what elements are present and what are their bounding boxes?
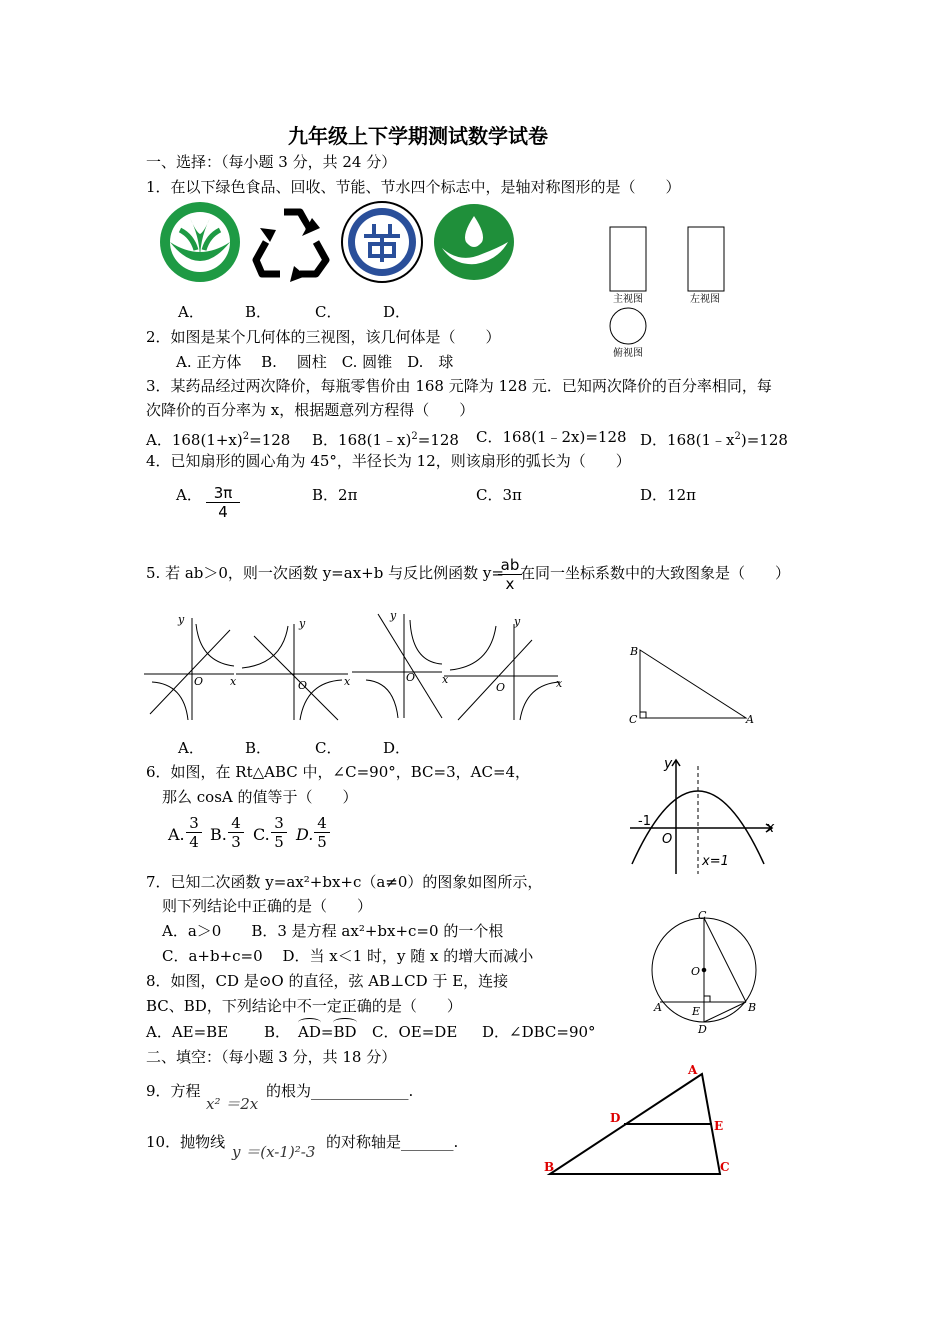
q6-option-c-label: C. — [253, 825, 270, 844]
graph-b-x-label: x — [344, 675, 351, 688]
logo-recycle-icon — [250, 202, 334, 286]
point-a-label: A — [688, 1063, 698, 1077]
question-4: 4．已知扇形的圆心角为 45°，半径长为 12，则该扇形的弧长为（ ） — [146, 452, 631, 470]
question-9-suffix: 的根为_____________. — [266, 1082, 414, 1100]
question-8-line2: BC、BD，下列结论中不一定正确的是（ ） — [146, 997, 462, 1015]
question-8-line1: 8．如图，CD 是⊙O 的直径，弦 AB⊥CD 于 E，连接 — [146, 972, 509, 990]
point-d-label: D — [610, 1111, 621, 1125]
fraction-denominator: 4 — [186, 832, 202, 851]
q4-option-a-fraction — [206, 484, 240, 521]
fraction-numerator: 3 — [189, 814, 199, 832]
parabola-figure — [626, 752, 786, 882]
question-5-suffix: 在同一坐标系数中的大致图象是（ ） — [520, 564, 791, 582]
vertex-a-label: A — [746, 713, 754, 726]
fraction-denominator: 5 — [314, 832, 330, 851]
graph-b-y-label: y — [299, 617, 306, 630]
arc-bd-text: BD — [333, 1023, 357, 1041]
fraction-numerator: 4 — [231, 814, 241, 832]
q4-option-d: D．12π — [640, 486, 696, 504]
right-triangle-figure — [626, 640, 766, 730]
q6-option-a-label: A. — [168, 825, 185, 844]
point-b-label: B — [748, 1001, 757, 1014]
q1-option-a: A． — [178, 303, 204, 321]
graph-c-origin-label: O — [406, 671, 416, 684]
graph-a-x-label: x — [230, 675, 237, 688]
logo-green-food-icon — [158, 200, 242, 288]
fraction-numerator: 4 — [317, 814, 327, 832]
section-choice-heading: 一、选择：（每小题 3 分，共 24 分） — [146, 153, 397, 171]
section-fill-heading: 二、填空：（每小题 3 分，共 18 分） — [146, 1048, 397, 1066]
fraction-denominator: 5 — [271, 832, 287, 851]
page-title: 九年级上下学期测试数学试卷 — [288, 124, 548, 148]
q2-options: A. 正方体 B. 圆柱 C. 圆锥 D. 球 — [176, 353, 454, 371]
q6-option-d-label: D. — [296, 825, 314, 844]
point-c-label: C — [698, 909, 707, 922]
arc-bd — [333, 1022, 356, 1042]
q1-option-c: C． — [315, 303, 342, 321]
arc-ad-text: AD — [298, 1023, 321, 1041]
q6-option-a-fraction — [186, 814, 202, 851]
arc-ad — [298, 1022, 321, 1042]
parabola-x-label: x — [766, 820, 775, 836]
left-view-label: 左视图 — [690, 294, 720, 305]
q6-option-d-fraction — [314, 814, 330, 851]
graph-d-x-label: x — [556, 677, 563, 690]
point-a-label: A — [654, 1001, 662, 1014]
question-1: 1．在以下绿色食品、回收、节能、节水四个标志中，是轴对称图形的是（ ） — [146, 178, 681, 196]
vertex-c-label: C — [629, 713, 638, 726]
q4-option-a-label: A． — [176, 486, 202, 504]
vertex-b-label: B — [630, 645, 639, 658]
question-6-line2: 那么 cosA 的值等于（ ） — [162, 788, 358, 806]
q5-fraction — [498, 556, 522, 593]
equals-sign: = — [320, 1023, 334, 1041]
q6-option-b-label: B. — [210, 825, 227, 844]
fraction-denominator: 3 — [228, 832, 244, 851]
q10-equation: y ＝(x-1)²-3 — [232, 1143, 316, 1161]
graph-a-origin-label: O — [194, 675, 204, 688]
center-o-label: O — [691, 965, 701, 978]
fraction-denominator: x — [498, 574, 522, 593]
q5-option-d: D． — [383, 739, 411, 757]
q4-option-b: B．2π — [312, 486, 358, 504]
question-2: 2．如图是某个几何体的三视图，该几何体是（ ） — [146, 328, 501, 346]
question-10-prefix: 10．抛物线 — [146, 1133, 226, 1151]
question-3-line2: 次降价的百分率为 x，根据题意列方程得（ ） — [146, 401, 475, 419]
point-d-label: D — [698, 1023, 707, 1036]
point-c-label: C — [720, 1160, 730, 1174]
q6-option-b-fraction — [228, 814, 244, 851]
q8-option-c: C．OE=DE — [372, 1023, 458, 1041]
graph-b-origin-label: O — [298, 679, 308, 692]
three-views-figure — [598, 224, 738, 364]
q5-graphs-figure — [142, 610, 572, 730]
question-7-line2: 则下列结论中正确的是（ ） — [162, 897, 373, 915]
q5-option-c: C． — [315, 739, 342, 757]
q3-option-d: D．$168(1﹣x^2)=128$ — [640, 431, 788, 449]
logo-water-saving-icon — [432, 202, 516, 286]
q8-option-d: D．∠DBC=90° — [482, 1023, 596, 1041]
fraction-numerator: 3 — [274, 814, 284, 832]
q5-option-a: A． — [178, 739, 204, 757]
front-view-label: 主视图 — [613, 294, 643, 305]
fraction-numerator: 3π — [213, 484, 233, 502]
graph-c-y-label: y — [390, 609, 397, 622]
question-7-line3: A．a＞0 B．3 是方程 ax²+bx+c=0 的一个根 — [162, 922, 504, 940]
q6-option-c-fraction — [271, 814, 287, 851]
question-10-suffix: 的对称轴是_______. — [326, 1133, 459, 1151]
graph-d-y-label: y — [514, 615, 521, 628]
q1-option-d: D． — [383, 303, 411, 321]
axis-of-symmetry-label: x=1 — [702, 854, 729, 869]
fraction-denominator: 4 — [206, 502, 240, 521]
triangle-de-figure — [540, 1060, 740, 1182]
point-e-label: E — [714, 1119, 724, 1133]
q3-option-b: B．168(1﹣x)$^2$=128 — [312, 431, 459, 449]
point-e-label: E — [692, 1005, 701, 1018]
question-5-prefix: 5. 若 ab＞0，则一次函数 y=ax+b 与反比例函数 y= — [146, 564, 504, 582]
point-b-label: B — [544, 1160, 555, 1174]
root-minus-one-label: -1 — [638, 814, 651, 829]
q1-option-b: B． — [245, 303, 272, 321]
q8-option-b-label: B． — [264, 1023, 291, 1041]
q3-option-c: C．168(1﹣2x)=128 — [476, 428, 627, 446]
graph-a-y-label: y — [178, 613, 185, 626]
arc-symbol — [333, 1018, 356, 1027]
q8-option-a: A．AE=BE — [146, 1023, 229, 1041]
graph-d-origin-label: O — [496, 681, 506, 694]
top-view-label: 俯视图 — [613, 348, 643, 359]
graph-c-x-label: x — [442, 673, 449, 686]
q8-option-b-arcs — [298, 1022, 357, 1042]
question-6-line1: 6．如图，在 Rt△ABC 中，∠C=90°，BC=3，AC=4， — [146, 763, 531, 781]
logo-energy-saving-icon — [340, 200, 424, 288]
q3-option-a: A．$168(1+x)^2=128$ — [146, 431, 291, 449]
arc-symbol — [298, 1018, 321, 1027]
question-9-prefix: 9．方程 — [146, 1082, 201, 1100]
q4-option-c: C．3π — [476, 486, 522, 504]
q9-equation: x² ＝2x — [206, 1095, 259, 1113]
question-3-line1: 3．某药品经过两次降价，每瓶零售价由 168 元降为 128 元．已知两次降价的百分率相同，每 — [146, 377, 772, 395]
parabola-origin-label: O — [662, 832, 673, 847]
parabola-y-label: y — [664, 756, 673, 772]
q5-option-b: B． — [245, 739, 272, 757]
fraction-numerator: ab — [500, 556, 520, 574]
question-7-line1: 7．已知二次函数 y=ax²+bx+c（a≠0）的图象如图所示， — [146, 873, 543, 891]
circle-figure — [646, 906, 766, 1036]
question-7-line4: C．a+b+c=0 D．当 x＜1 时，y 随 x 的增大而减小 — [162, 947, 534, 965]
